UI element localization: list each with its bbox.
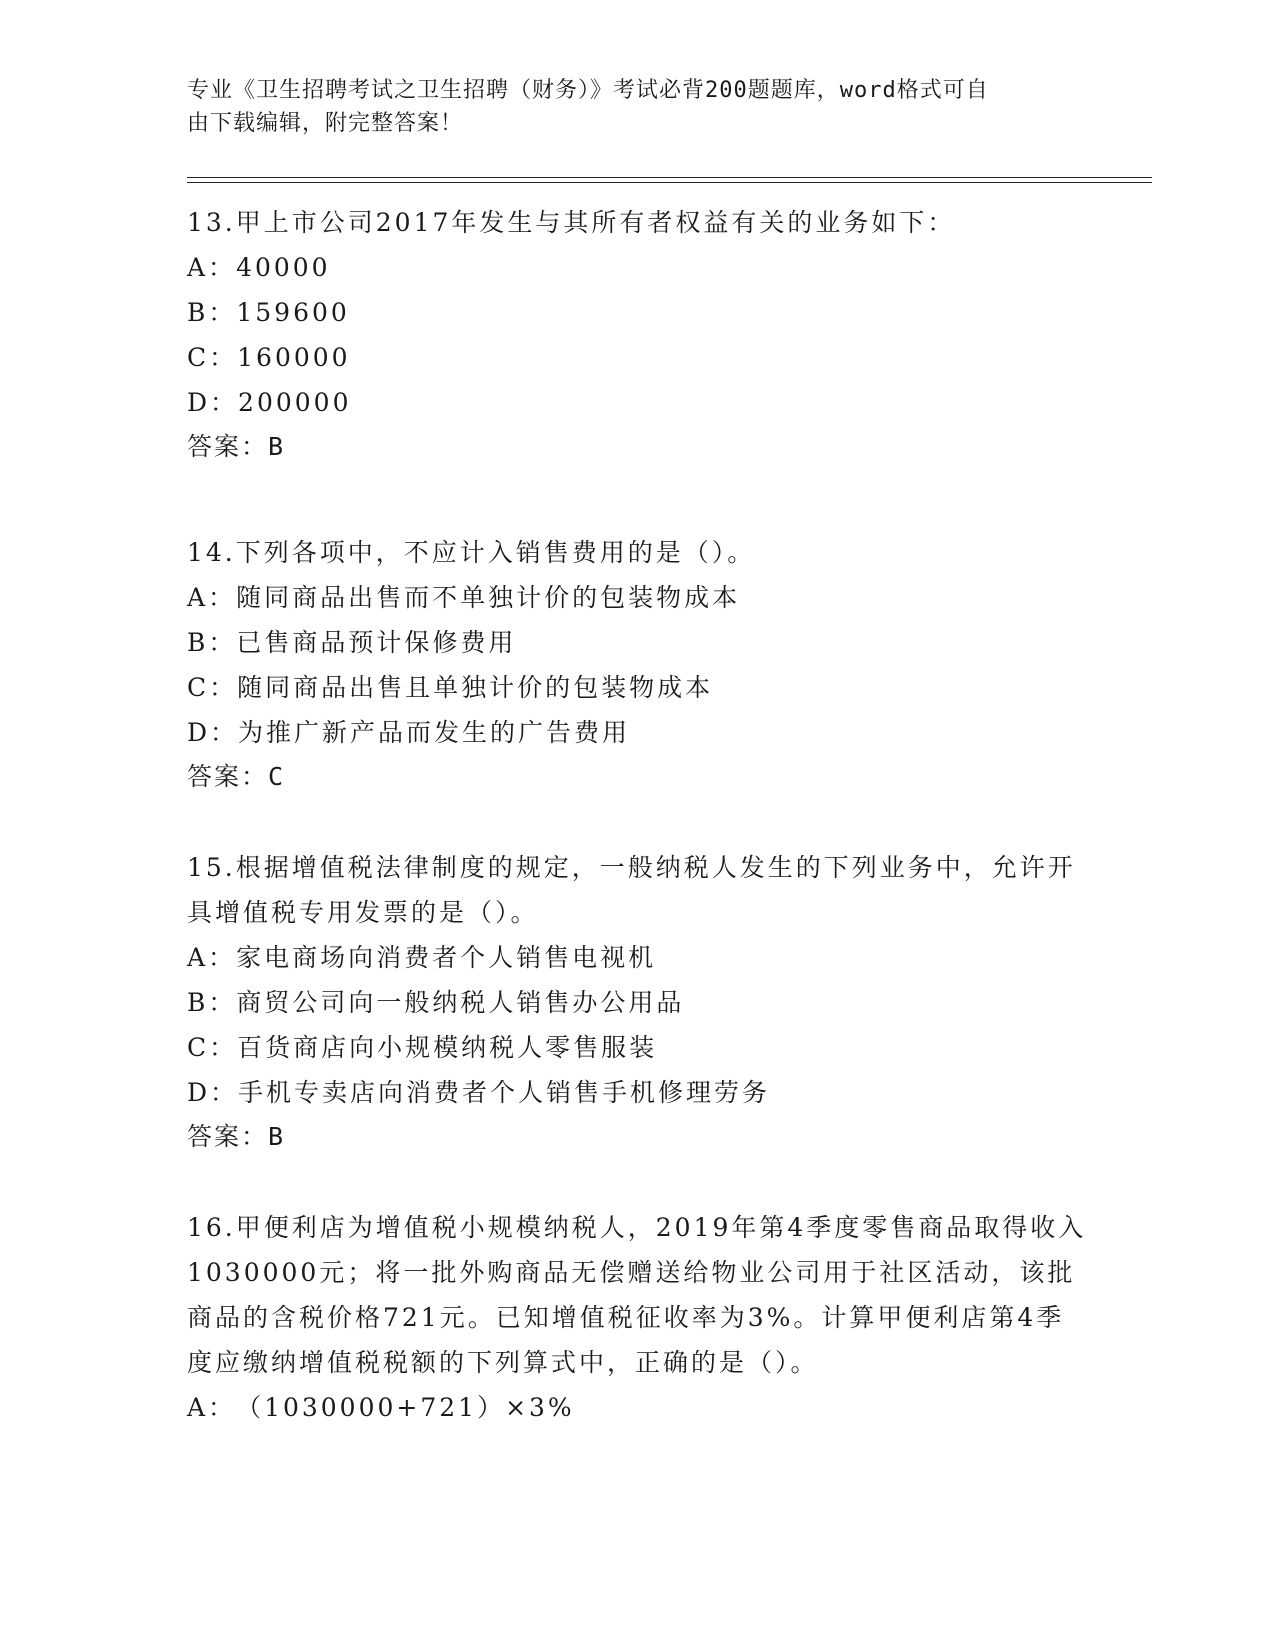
option-a (187, 935, 1087, 980)
option-d (187, 380, 1087, 425)
option-label: B： (187, 988, 237, 1017)
answer-label: 答案： (187, 1122, 269, 1151)
option-c (187, 335, 1087, 380)
option-b (187, 980, 1087, 1025)
option-a (187, 575, 1087, 620)
option-label: C： (187, 343, 238, 372)
option-b (187, 290, 1087, 335)
option-label: A： (187, 583, 237, 612)
option-text: 已售商品预计保修费用 (236, 628, 517, 657)
question-stem: 13.甲上市公司2017年发生与其所有者权益有关的业务如下： (187, 208, 956, 237)
option-c (187, 1025, 1087, 1070)
option-label: C： (187, 1033, 238, 1062)
option-text: 手机专卖店向消费者个人销售手机修理劳务 (238, 1078, 771, 1107)
question-15 (187, 845, 1087, 1159)
answer (187, 1115, 1087, 1159)
answer-value: C (268, 762, 284, 791)
option-label: A： (187, 943, 237, 972)
option-d (187, 1070, 1087, 1115)
option-text: 40000 (236, 253, 331, 282)
option-text: 家电商场向消费者个人销售电视机 (236, 943, 657, 972)
option-label: D： (187, 718, 239, 747)
option-text: 随同商品出售而不单独计价的包装物成本 (236, 583, 741, 612)
header-divider-bottom (187, 182, 1152, 183)
answer-value: B (268, 1122, 284, 1151)
option-text: 随同商品出售且单独计价的包装物成本 (237, 673, 714, 702)
header-divider-top (187, 177, 1152, 178)
answer (187, 425, 1087, 469)
question-14 (187, 530, 1087, 799)
header-line-2: 由下载编辑，附完整答案！ (187, 111, 464, 136)
question-13 (187, 200, 1087, 469)
option-a (187, 245, 1087, 290)
option-label: C： (187, 673, 238, 702)
option-label: A： (187, 1393, 237, 1422)
option-text: 160000 (237, 343, 351, 372)
option-label: B： (187, 628, 237, 657)
option-label: D： (187, 1078, 239, 1107)
option-d (187, 710, 1087, 755)
option-c (187, 665, 1087, 710)
option-text: 200000 (238, 388, 352, 417)
question-stem: 16.甲便利店为增值税小规模纳税人，2019年第4季度零售商品取得收入1030000元；将一批外购商品无偿赠送给物业公司用于社区活动，该批商品的含税价格721元。已知增值税征收率为3%。计算甲便利店第4季度应缴纳增值税税额的下列算式中，正确的是（）。 (187, 1213, 1087, 1377)
option-text: 为推广新产品而发生的广告费用 (238, 718, 631, 747)
option-text: （1030000+721）×3% (236, 1393, 575, 1422)
answer-label: 答案： (187, 762, 269, 791)
option-label: D： (187, 388, 239, 417)
header-line-1: 专业《卫生招聘考试之卫生招聘（财务）》考试必背200题题库，word格式可自 (187, 78, 989, 103)
option-label: B： (187, 298, 237, 327)
question-16 (187, 1205, 1087, 1430)
option-b (187, 620, 1087, 665)
option-text: 百货商店向小规模纳税人零售服装 (237, 1033, 658, 1062)
answer-value: B (268, 432, 284, 461)
question-stem: 14.下列各项中，不应计入销售费用的是（）。 (187, 538, 756, 567)
option-label: A： (187, 253, 237, 282)
question-stem: 15.根据增值税法律制度的规定，一般纳税人发生的下列业务中，允许开具增值税专用发票的是（）。 (187, 853, 1076, 927)
answer-label: 答案： (187, 432, 269, 461)
answer (187, 755, 1087, 799)
document-header (187, 74, 1067, 140)
option-text: 159600 (236, 298, 350, 327)
option-text: 商贸公司向一般纳税人销售办公用品 (236, 988, 685, 1017)
option-a (187, 1385, 1087, 1430)
